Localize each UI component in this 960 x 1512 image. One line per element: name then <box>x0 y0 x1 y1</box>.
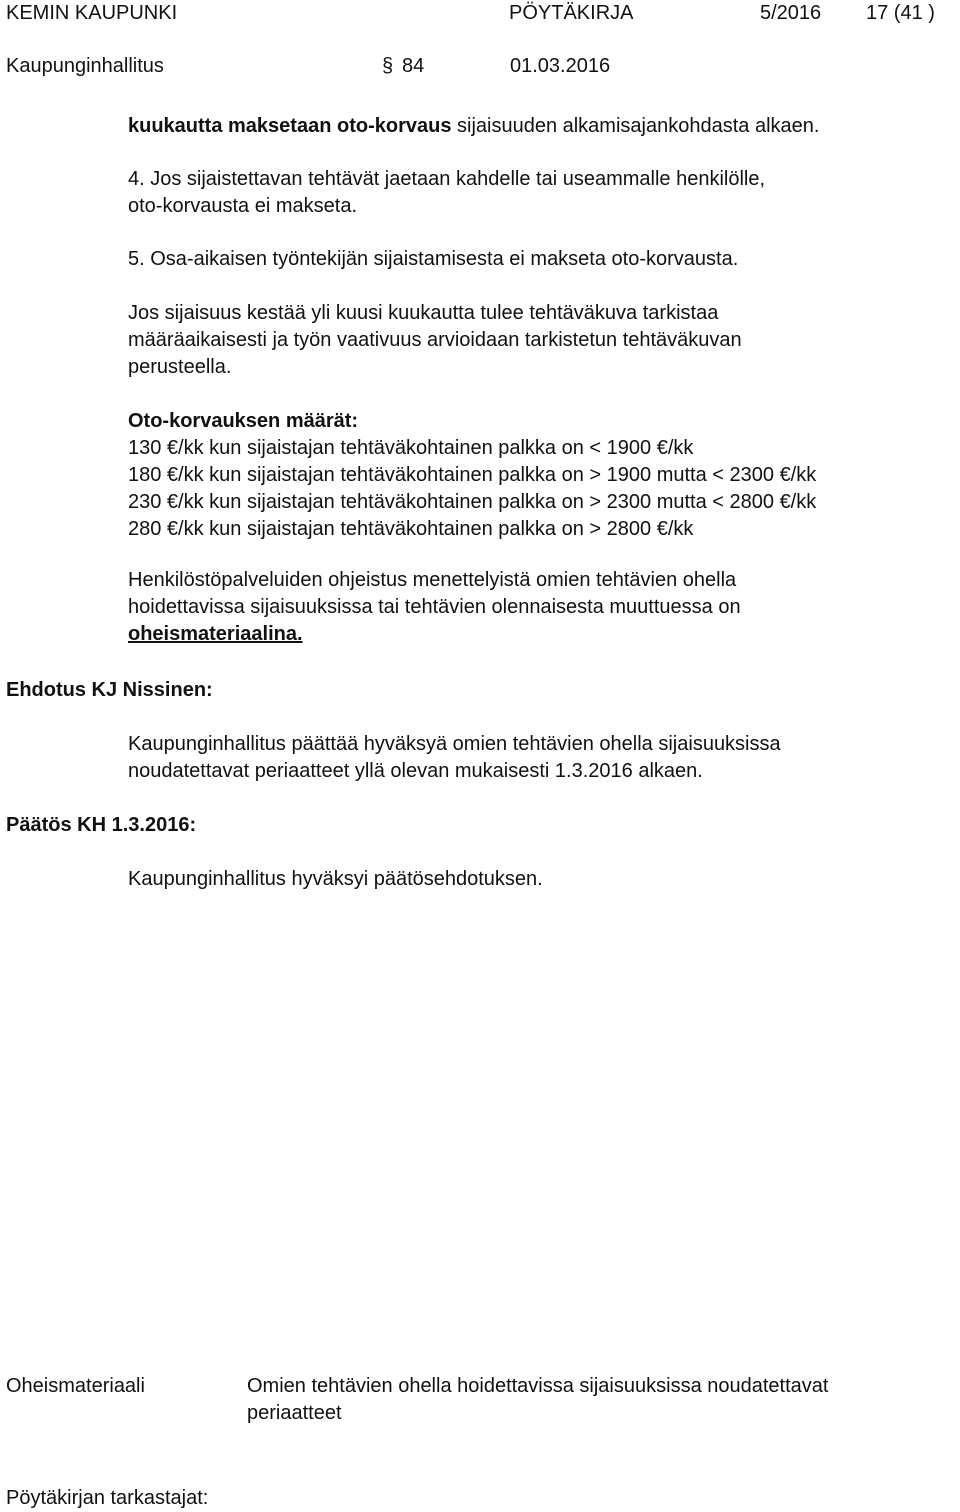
para-review-line3: perusteella. <box>128 356 232 378</box>
oto-rates-block <box>128 408 928 543</box>
guide-line2: hoidettavissa sijaisuuksissa tai tehtävien olennaisesta muuttuessa on <box>128 596 741 618</box>
para-oto-start-rest: sijaisuuden alkamisajankohdasta alkaen. <box>451 115 820 137</box>
item-4-line2: oto-korvausta ei makseta. <box>128 195 357 217</box>
proposal-label: Ehdotus KJ Nissinen: <box>6 679 213 701</box>
para-review-line1: Jos sijaisuus kestää yli kuusi kuukautta tulee tehtäväkuva tarkistaa <box>128 302 719 324</box>
item-4 <box>128 166 928 220</box>
page-number: 17 (41 ) <box>866 2 935 24</box>
proposal-line2: noudatettavat periaatteet yllä olevan mukaisesti 1.3.2016 alkaen. <box>128 760 703 782</box>
attachment-label: Oheismateriaali <box>6 1375 145 1397</box>
section-number: 84 <box>402 55 425 77</box>
guide-paragraph <box>128 567 928 648</box>
doc-type: PÖYTÄKIRJA <box>509 2 634 24</box>
attachment-title-line2: periaatteet <box>247 1402 342 1424</box>
oto-rate-line: 280 €/kk kun sijaistajan tehtäväkohtainen palkka on > 2800 €/kk <box>128 518 694 540</box>
attachment-link[interactable]: oheismateriaalina. <box>128 623 303 645</box>
oto-rate-line: 180 €/kk kun sijaistajan tehtäväkohtainen palkka on > 1900 mutta < 2300 €/kk <box>128 464 817 486</box>
decision-text <box>128 866 928 893</box>
attachment-title-line1: Omien tehtävien ohella hoidettavissa sijaisuuksissa noudatettavat <box>247 1375 829 1397</box>
section-mark: § <box>382 55 394 77</box>
item-4-line1: 4. Jos sijaistettavan tehtävät jaetaan kahdelle tai useammalle henkilölle, <box>128 168 766 190</box>
proposal-line1: Kaupunginhallitus päättää hyväksyä omien tehtävien ohella sijaisuuksissa <box>128 733 781 755</box>
para-oto-start <box>128 113 928 140</box>
attachment-title <box>247 1373 828 1427</box>
proposal-text <box>128 731 928 785</box>
item-5-text: 5. Osa-aikaisen työntekijän sijaistamisesta ei makseta oto-korvausta. <box>128 248 739 270</box>
decision-line: Kaupunginhallitus hyväksyi päätösehdotuksen. <box>128 868 543 890</box>
para-review <box>128 300 928 381</box>
meeting-date: 01.03.2016 <box>510 55 611 77</box>
decision-label: Päätös KH 1.3.2016: <box>6 814 197 836</box>
org-name: KEMIN KAUPUNKI <box>6 2 178 24</box>
oto-heading: Oto-korvauksen määrät: <box>128 410 359 432</box>
guide-line1: Henkilöstöpalveluiden ohjeistus menettelyistä omien tehtävien ohella <box>128 569 737 591</box>
para-oto-start-bold: kuukautta maksetaan oto-korvaus <box>128 115 452 137</box>
meeting-body: Kaupunginhallitus <box>6 55 164 77</box>
para-review-line2: määräaikaisesti ja työn vaativuus arvioidaan tarkistetun tehtäväkuvan <box>128 329 742 351</box>
item-5 <box>128 246 928 273</box>
oto-rate-line: 130 €/kk kun sijaistajan tehtäväkohtainen palkka on < 1900 €/kk <box>128 437 694 459</box>
reviewers-label: Pöytäkirjan tarkastajat: <box>6 1487 209 1509</box>
doc-number: 5/2016 <box>760 2 822 24</box>
oto-rate-line: 230 €/kk kun sijaistajan tehtäväkohtainen palkka on > 2300 mutta < 2800 €/kk <box>128 491 817 513</box>
